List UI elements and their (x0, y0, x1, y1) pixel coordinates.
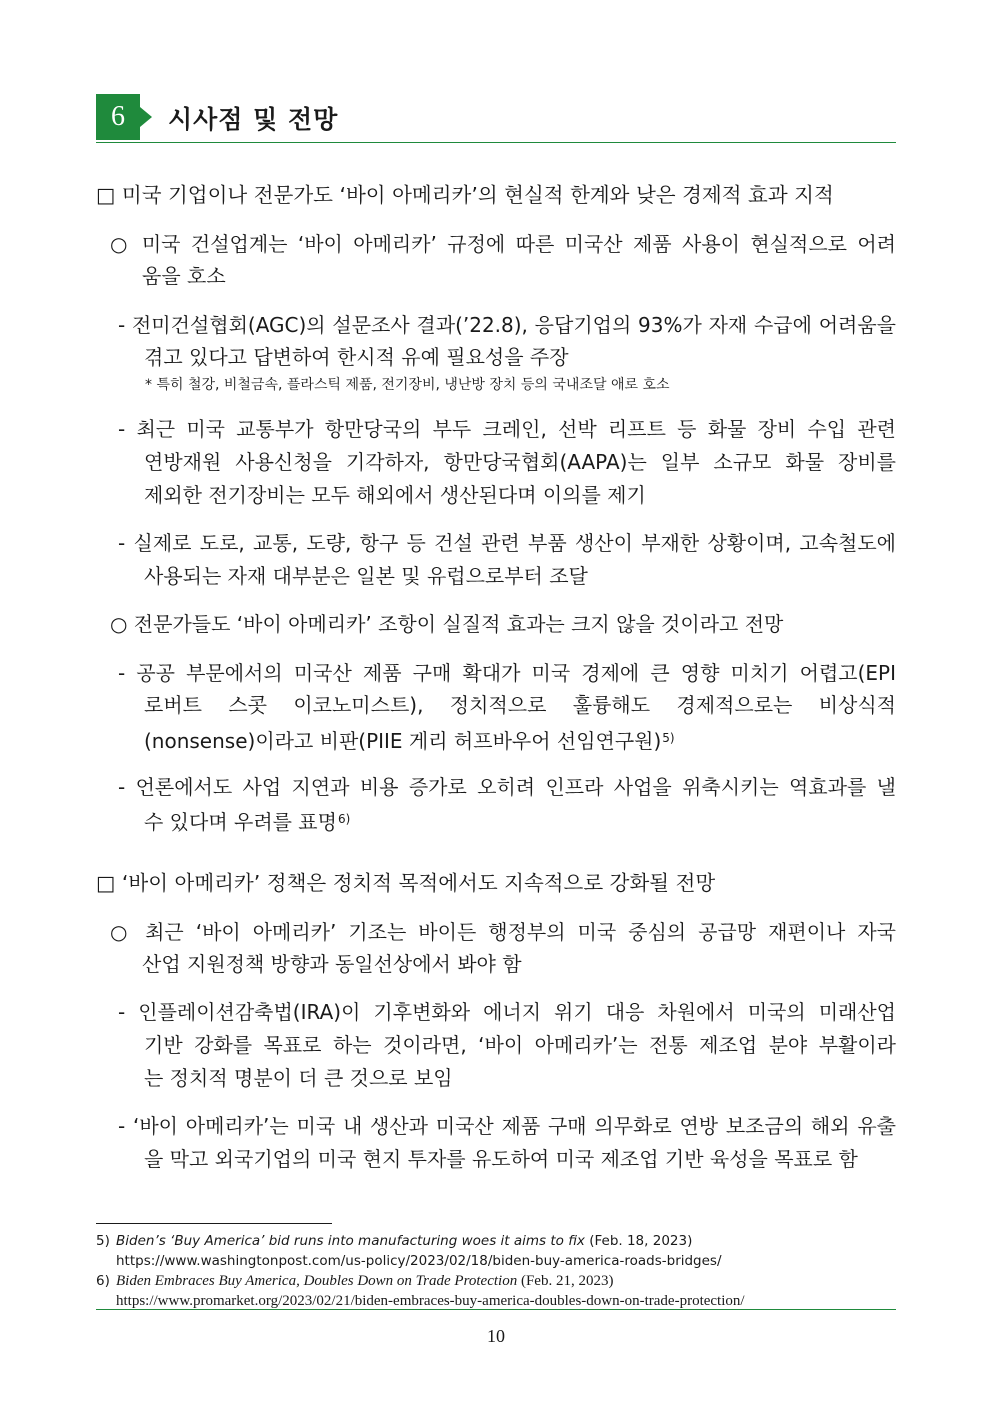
dash-item-continued: 사용되는 자재 대부분은 일본 및 유럽으로부터 조달 (144, 564, 588, 588)
bullet-paragraph: ○ 미국 건설업계는 ‘바이 아메리카’ 규정에 따른 미국산 제품 사용이 현실적으로 어려 (110, 232, 896, 256)
footer-divider (96, 1309, 896, 1310)
dash-item-continued: 겪고 있다고 답변하여 한시적 유예 필요성을 주장 (144, 345, 569, 369)
section-header (96, 94, 896, 142)
dash-item: - 언론에서도 사업 지연과 비용 증가로 오히려 인프라 사업을 위축시키는 역효과를 낼 (118, 775, 896, 799)
footnote-link[interactable]: https://www.promarket.org/2023/02/21/biden-embraces-buy-america-doubles-down-on-trade-protection/ (116, 1293, 745, 1309)
dash-item: - 인플레이션감축법(IRA)이 기후변화와 에너지 위기 대응 차원에서 미국의 미래산업 (118, 1000, 896, 1024)
dash-item-continued (144, 723, 675, 756)
arrow-icon (140, 107, 152, 127)
footnote-title: Biden’s ‘Buy America’ bid runs into manufacturing woes it aims to fix (116, 1233, 585, 1249)
block-heading: □ ‘바이 아메리카’ 정책은 정치적 목적에서도 지속적으로 강화될 전망 (96, 871, 716, 895)
dash-item-continued: 기반 강화를 목표로 하는 것이라면, ‘바이 아메리카’는 전통 제조업 분야 부활이라 (144, 1033, 896, 1057)
footnote-date: (Feb. 21, 2023) (520, 1273, 614, 1289)
dash-item-continued: 연방재원 사용신청을 기각하자, 항만당국협회(AAPA)는 일부 소규모 화물 장비를 (144, 450, 896, 474)
dash-item-continued: 을 막고 외국기업의 미국 현지 투자를 유도하여 미국 제조업 기반 육성을 목표로 함 (144, 1147, 858, 1171)
dash-item: - 전미건설협회(AGC)의 설문조사 결과(’22.8), 응답기업의 93%가 자재 수급에 어려움을 (118, 313, 896, 337)
footnote-citation (116, 1232, 692, 1250)
section-title: 시사점 및 전망 (168, 105, 339, 134)
footnote-number: 6) (96, 1273, 110, 1289)
dash-item-continued: 로버트 스콧 이코노미스트), 정치적으로 훌륭해도 경제적으로는 비상식적 (144, 693, 896, 717)
footnote-date: (Feb. 18, 2023) (589, 1233, 693, 1249)
block-heading: □ 미국 기업이나 전문가도 ‘바이 아메리카’의 현실적 한계와 낮은 경제적 효과 지적 (96, 183, 834, 207)
bullet-paragraph-continued: 움을 호소 (142, 264, 226, 288)
section-number-badge: 6 (96, 94, 140, 140)
dash-item: - 실제로 도로, 교통, 도량, 항구 등 건설 관련 부품 생산이 부재한 상황이며, 고속철도에 (118, 531, 896, 555)
dash-item-continued (144, 804, 350, 837)
footnote-ref: 5) (662, 731, 675, 745)
dash-item: - ‘바이 아메리카’는 미국 내 생산과 미국산 제품 구매 의무화로 연방 보조금의 해외 유출 (118, 1114, 896, 1138)
bullet-paragraph-continued: 산업 지원정책 방향과 동일선상에서 봐야 함 (142, 952, 522, 976)
footnote-title: Biden Embraces Buy America, Doubles Down on Trade Protection (116, 1273, 518, 1289)
page-number: 10 (487, 1326, 505, 1346)
footnote-ref: 6) (337, 812, 351, 826)
dash-item: - 최근 미국 교통부가 항만당국의 부두 크레인, 선박 리프트 등 화물 장비 수입 관련 (118, 417, 896, 441)
footnote-divider (96, 1223, 332, 1224)
footnote-citation (116, 1272, 613, 1290)
note-text: * 특히 철강, 비철금속, 플라스틱 제품, 전기장비, 냉난방 장치 등의 국내조달 애로 호소 (145, 377, 670, 393)
section-divider (96, 142, 896, 143)
bullet-paragraph: ○ 최근 ‘바이 아메리카’ 기조는 바이든 행정부의 미국 중심의 공급망 재편이나 자국 (110, 920, 896, 944)
footnote-number: 5) (96, 1233, 110, 1249)
bullet-paragraph: ○ 전문가들도 ‘바이 아메리카’ 조항이 실질적 효과는 크지 않을 것이라고 전망 (110, 612, 784, 636)
dash-item-continued: 제외한 전기장비는 모두 해외에서 생산된다며 이의를 제기 (144, 483, 646, 507)
dash-item-text: (nonsense)이라고 비판(PIIE 게리 허프바우어 선임연구원) (144, 729, 662, 753)
dash-item-text: 수 있다며 우려를 표명 (144, 810, 337, 834)
dash-item-continued: 는 정치적 명분이 더 큰 것으로 보임 (144, 1066, 453, 1090)
footnote-link[interactable]: https://www.washingtonpost.com/us-policy/2023/02/18/biden-buy-america-roads-bridges/ (116, 1253, 722, 1269)
dash-item: - 공공 부문에서의 미국산 제품 구매 확대가 미국 경제에 큰 영향 미치기 어렵고(EPI (118, 661, 896, 685)
